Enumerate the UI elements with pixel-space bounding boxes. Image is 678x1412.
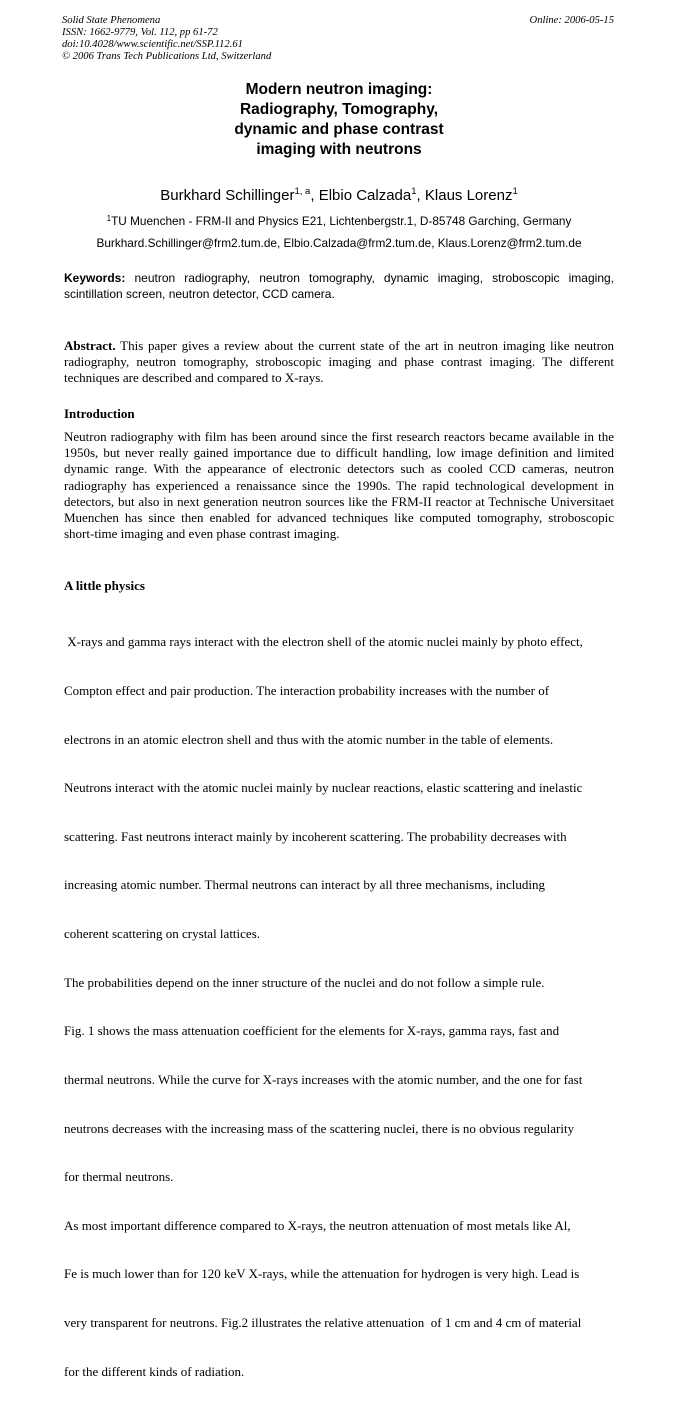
online-date: Online: 2006-05-15 (529, 15, 614, 26)
author-2-name: Elbio Calzada (318, 187, 412, 204)
abstract-text: This paper gives a review about the current state of the art in neutron imaging like neutron radiography, neutron tomography, stroboscopic imaging and phase contrast imaging. The different techniques are described and compared to X-rays. (64, 338, 614, 386)
author-separator: , (310, 187, 319, 204)
author-list (0, 186, 678, 206)
physics-line: thermal neutrons. While the curve for X-rays increases with the atomic number, and the one for fast (64, 1071, 583, 1087)
author-2-affil: 1 (411, 186, 417, 197)
affiliation-marker: 1 (106, 214, 112, 223)
physics-line: for thermal neutrons. (64, 1169, 174, 1185)
title-line-4: imaging with neutrons (256, 141, 422, 158)
title-line-1: Modern neutron imaging: (245, 81, 433, 98)
physics-line: Fig. 1 shows the mass attenuation coefficient for the elements for X-rays, gamma rays, fast and (64, 1023, 560, 1039)
author-emails: Burkhard.Schillinger@frm2.tum.de, Elbio.Calzada@frm2.tum.de, Klaus.Lorenz@frm2.tum.de (96, 236, 582, 250)
keywords-text: neutron radiography, neutron tomography, dynamic imaging, stroboscopic imaging, scintillation screen, neutron detector, CCD camera. (64, 271, 614, 301)
keywords-label: Keywords: (64, 271, 126, 285)
journal-name: Solid State Phenomena (62, 15, 161, 26)
keywords (64, 270, 614, 302)
physics-line: very transparent for neutrons. Fig.2 illustrates the relative attenuation of 1 cm and 4 cm of material (64, 1314, 582, 1330)
title-line-2: Radiography, Tomography, (239, 101, 439, 118)
physics-line: for the different kinds of radiation. (64, 1363, 245, 1379)
author-1-affil: 1, a (294, 186, 311, 197)
physics-heading: A little physics (64, 578, 145, 593)
physics-line: scattering. Fast neutrons interact mainly by incoherent scattering. The probability decreases with (64, 828, 567, 844)
physics-line: neutrons decreases with the increasing mass of the scattering nuclei, there is no obvious regularity (64, 1120, 575, 1136)
physics-text (64, 602, 614, 1412)
physics-line: electrons in an atomic electron shell and thus with the atomic number in the table of elements. (64, 731, 554, 747)
author-3-affil: 1 (512, 186, 518, 197)
physics-line: increasing atomic number. Thermal neutrons can interact by all three mechanisms, including (64, 877, 545, 893)
issn-line: ISSN: 1662-9779, Vol. 112, pp 61-72 (62, 27, 218, 38)
doi-line: doi:10.4028/www.scientific.net/SSP.112.61 (62, 39, 243, 50)
author-separator: , (416, 187, 425, 204)
physics-line: Compton effect and pair production. The interaction probability increases with the number of (64, 683, 550, 699)
copyright-line: © 2006 Trans Tech Publications Ltd, Switzerland (62, 51, 272, 62)
title-line-3: dynamic and phase contrast (234, 121, 444, 138)
physics-line: As most important difference compared to X-rays, the neutron attenuation of most metals like Al, (64, 1217, 571, 1233)
introduction-text: Neutron radiography with film has been around since the first research reactors became available in the 1950s, but never really gained importance due to difficult handling, low image definition and limited dynamic range. With the appearance of electronic detectors such as cooled CCD cameras, neutron radiography has experienced a renaissance since the 1990s. The rapid technological development in detectors, but also in next generation neutron sources like the FRM-II reactor at Technische Universitaet Muenchen has since then enabled for advanced techniques like computed tomography, stroboscopic short-time imaging and even phase contrast imaging. (64, 429, 614, 542)
affiliation-text: TU Muenchen - FRM-II and Physics E21, Lichtenbergstr.1, D-85748 Garching, Germany (111, 214, 572, 228)
author-1-name: Burkhard Schillinger (160, 187, 295, 204)
affiliation (0, 213, 678, 229)
physics-line: Neutrons interact with the atomic nuclei mainly by nuclear reactions, elastic scattering and inelastic (64, 780, 583, 796)
physics-line: X-rays and gamma rays interact with the electron shell of the atomic nuclei mainly by photo effect, (64, 634, 583, 650)
paper-title (0, 80, 678, 160)
author-3-name: Klaus Lorenz (424, 187, 513, 204)
physics-line: Fe is much lower than for 120 keV X-rays, while the attenuation for hydrogen is very high. Lead is (64, 1266, 580, 1282)
physics-line: The probabilities depend on the inner structure of the nuclei and do not follow a simple rule. (64, 974, 545, 990)
journal-header (62, 15, 271, 63)
abstract-label: Abstract. (64, 338, 116, 353)
introduction-heading: Introduction (64, 406, 135, 421)
physics-line: coherent scattering on crystal lattices. (64, 926, 261, 942)
abstract (64, 338, 614, 387)
